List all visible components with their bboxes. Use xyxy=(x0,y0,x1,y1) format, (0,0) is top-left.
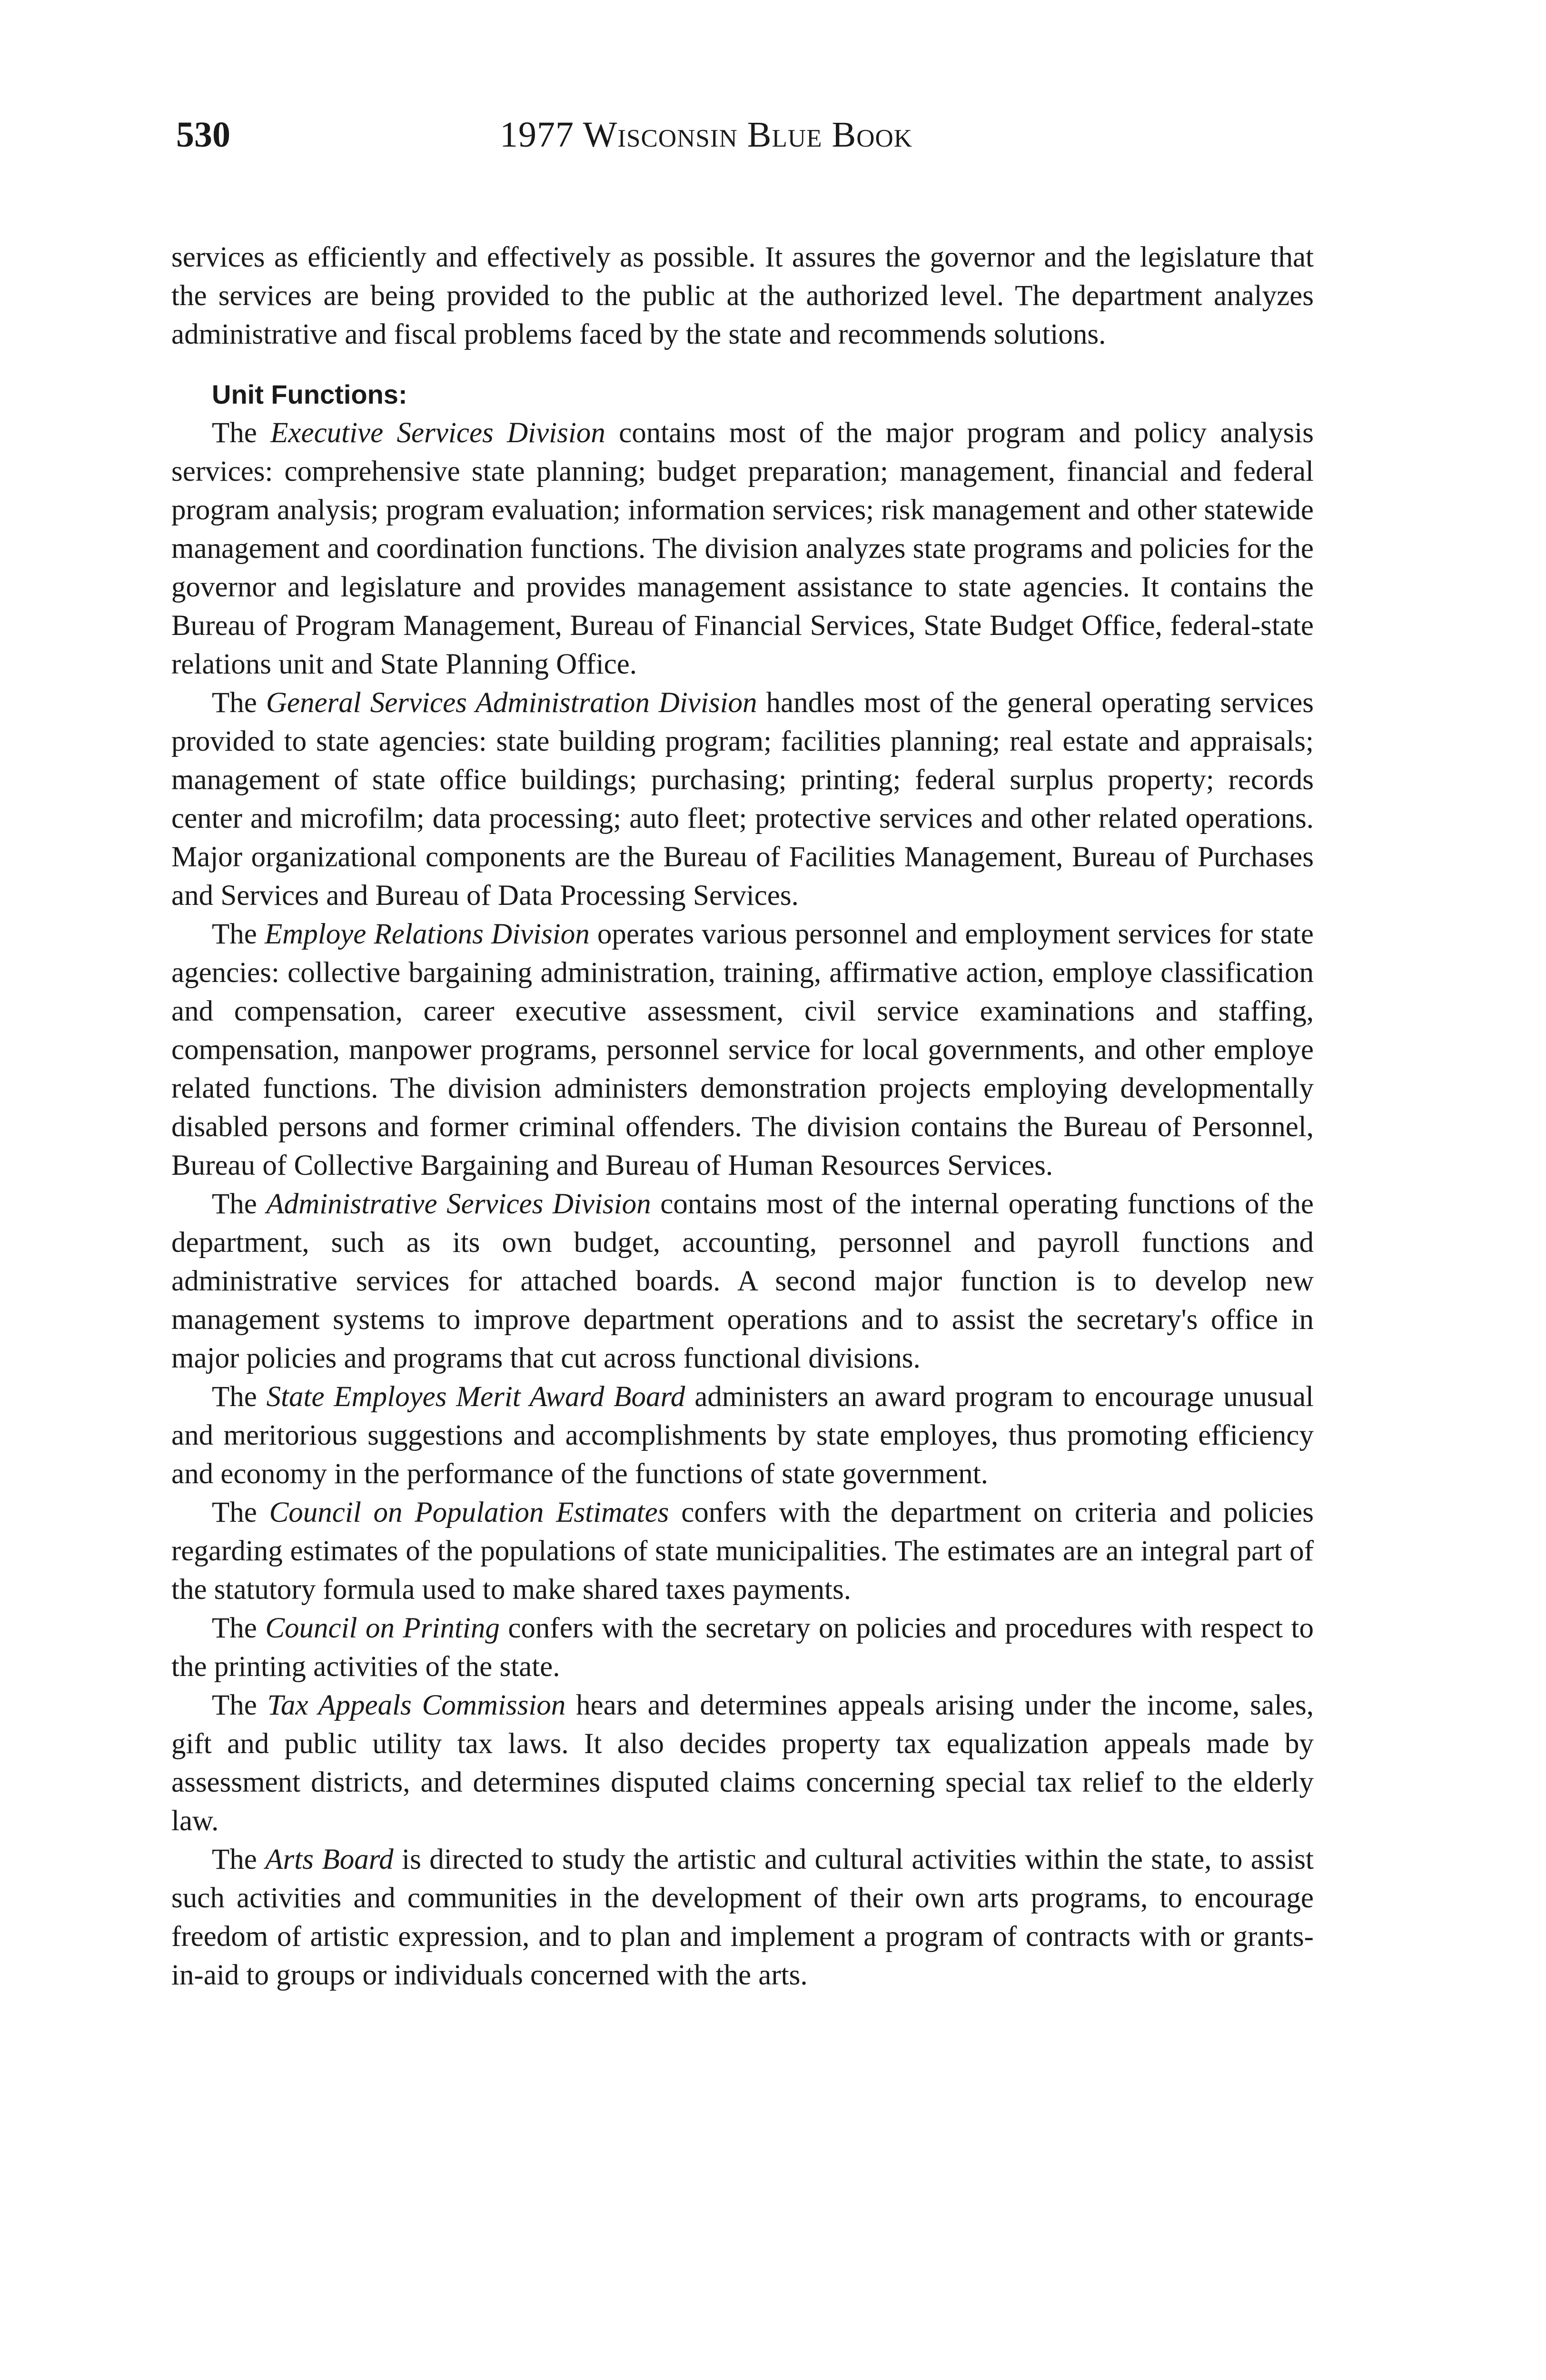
book-title: 1977 Wisconsin Blue Book xyxy=(500,115,913,155)
unit-name: General Services Administration Division xyxy=(266,687,757,719)
unit-name: Administrative Services Division xyxy=(266,1188,651,1220)
paragraph-general-services: The General Services Administration Division handles most of the general operating services provided to state agencies: state building program; facilities planning; real estate and appraisals; management of state office buildings; purchasing; printing; federal surplus property; records center and microfilm; data processing; auto fleet; protective services and other related operations. Major organizational components are the Bureau of Facilities Management, Bureau of Purchases and Services and Bureau of Data Processing Services. xyxy=(171,687,1314,912)
body-text xyxy=(171,238,1314,1994)
unit-name: State Employes Merit Award Board xyxy=(266,1381,685,1413)
paragraph-arts-board: The Arts Board is directed to study the artistic and cultural activities within the state, to assist such activities and communities in the development of their own arts programs, to encourage freedom of artistic expression, and to plan and implement a program of contracts with or grants-in-aid to groups or individuals concerned with the arts. xyxy=(171,1844,1314,1991)
paragraph-continued: services as efficiently and effectively as possible. It assures the governor and the legislature that the services are being provided to the public at the authorized level. The department analyzes administrative and fiscal problems faced by the state and recommends solutions. xyxy=(171,241,1314,350)
paragraph-employe-relations: The Employe Relations Division operates various personnel and employment services for state agencies: collective bargaining administration, training, affirmative action, employe classification and compensation, career executive assessment, civil service examinations and staffing, compensation, manpower programs, personnel service for local governments, and other employe related functions. The division administers demonstration projects employing developmentally disabled persons and former criminal offenders. The division contains the Bureau of Personnel, Bureau of Collective Bargaining and Bureau of Human Resources Services. xyxy=(171,918,1314,1181)
document-page xyxy=(171,114,1314,1994)
paragraph-executive-services: The Executive Services Division contains most of the major program and policy analysis services: comprehensive state planning; budget preparation; management, financial and federal program analysis; program evaluation; information services; risk management and other statewide management and coordination functions. The division analyzes state programs and policies for the governor and legislature and provides management assistance to state agencies. It contains the Bureau of Program Management, Bureau of Financial Services, State Budget Office, federal-state relations unit and State Planning Office. xyxy=(171,417,1314,680)
unit-name: Tax Appeals Commission xyxy=(267,1689,566,1721)
unit-name: Executive Services Division xyxy=(270,417,605,449)
paragraph-tax-appeals: The Tax Appeals Commission hears and determines appeals arising under the income, sales, gift and public utility tax laws. It also decides property tax equalization appeals made by assessment districts, and determines disputed claims concerning special tax relief to the elderly law. xyxy=(171,1689,1314,1837)
paragraph-council-printing: The Council on Printing confers with the secretary on policies and procedures with respect to the printing activities of the state. xyxy=(171,1612,1314,1683)
unit-name: Council on Printing xyxy=(265,1612,500,1644)
paragraph-merit-award-board: The State Employes Merit Award Board administers an award program to encourage unusual and meritorious suggestions and accomplishments by state employes, thus promoting efficiency and economy in the performance of the functions of state government. xyxy=(171,1381,1314,1490)
unit-name: Council on Population Estimates xyxy=(269,1497,669,1528)
section-heading: Unit Functions: xyxy=(212,379,407,409)
unit-name: Arts Board xyxy=(265,1844,394,1875)
running-head xyxy=(171,114,1314,167)
paragraph-population-estimates: The Council on Population Estimates confers with the department on criteria and policies regarding estimates of the populations of state municipalities. The estimates are an integral part of the statutory formula used to make shared taxes payments. xyxy=(171,1497,1314,1606)
page-number: 530 xyxy=(176,115,230,155)
paragraph-administrative-services: The Administrative Services Division contains most of the internal operating functions of the department, such as its own budget, accounting, personnel and payroll functions and administrative services for attached boards. A second major function is to develop new management systems to improve department operations and to assist the secretary's office in major policies and programs that cut across functional divisions. xyxy=(171,1188,1314,1374)
unit-name: Employe Relations Division xyxy=(264,918,590,950)
